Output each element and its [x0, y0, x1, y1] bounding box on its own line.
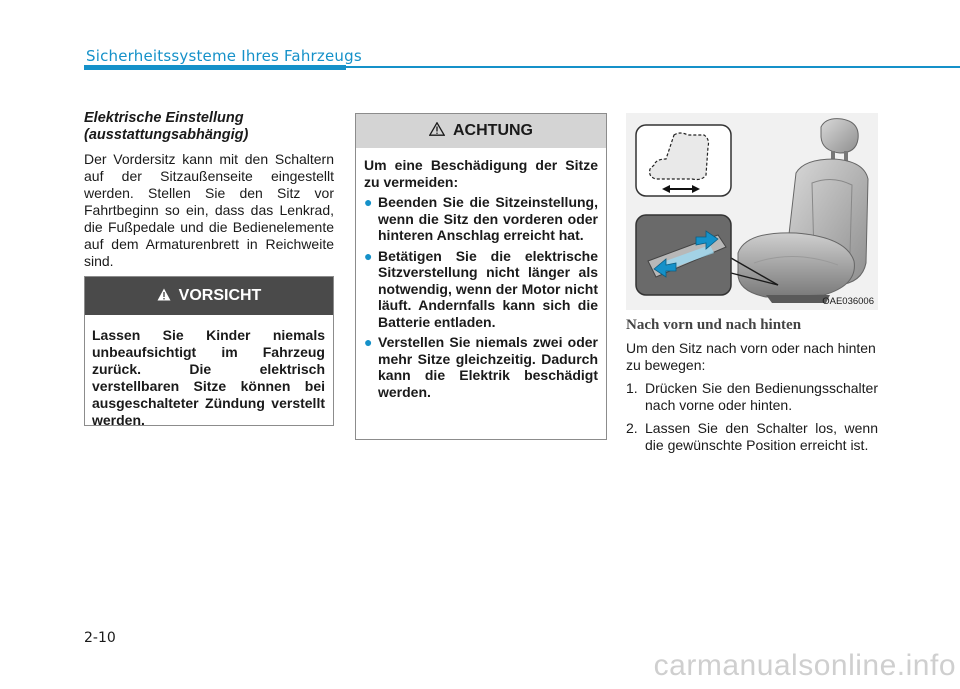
- intro-column: [84, 110, 334, 270]
- subsection-intro: Um den Sitz nach vorn oder nach hinten zu bewegen:: [626, 340, 876, 373]
- step-text: Drücken Sie den Bedienungsschalter nach vorne oder hinten.: [645, 380, 878, 413]
- achtung-header: [356, 114, 606, 148]
- vorsicht-header: [85, 277, 333, 315]
- bullet-dot-icon: ●: [364, 194, 373, 210]
- step-text: Lassen Sie den Schalter los, wenn die gewünschte Position erreicht ist.: [645, 420, 878, 453]
- bullet-dot-icon: ●: [364, 334, 373, 350]
- achtung-list: [364, 194, 598, 400]
- achtung-heading: ACHTUNG: [453, 122, 533, 139]
- seat-illustration-drawing: [626, 113, 878, 310]
- achtung-box: [355, 113, 607, 440]
- subsection-title: Nach vorn und nach hinten: [626, 317, 802, 333]
- vorsicht-body: Lassen Sie Kinder niemals unbeaufsichtigt im Fahrzeug zurück. Die elektrisch verstellbaren Sitze können bei ausgeschalteter Zündung verstellt werden.: [92, 327, 325, 428]
- section-body: Der Vordersitz kann mit den Schaltern auf der Sitzaußenseite eingestellt werden. Stellen Sie den Sitz vor Fahrtbeginn so ein, dass das Lenkrad, die Fußpedale und die Bedienelemente auf dem Armaturenbrett in Reichweite sind.: [84, 151, 334, 269]
- vorsicht-heading: VORSICHT: [178, 287, 262, 304]
- header-title: Sicherheitssysteme Ihres Fahrzeugs: [86, 47, 362, 65]
- list-item: ● Beenden Sie die Sitzeinstellung, wenn die Sitz den vorderen oder hinteren Anschlag erreicht hat.: [364, 194, 598, 243]
- watermark: carmanualsonline.info: [653, 649, 956, 682]
- steps-list: [626, 380, 878, 454]
- achtung-intro: Um eine Beschädigung der Sitze zu vermeiden:: [364, 157, 598, 190]
- warning-triangle-icon: [429, 122, 445, 140]
- page-number: 2-10: [84, 630, 116, 646]
- section-title-line2: (ausstattungsabhängig): [84, 127, 249, 143]
- figure-caption: OAE036006: [822, 296, 874, 307]
- list-item: [626, 380, 878, 414]
- vorsicht-box: [84, 276, 334, 426]
- bullet-dot-icon: ●: [364, 247, 373, 264]
- step-number: 2.: [626, 420, 638, 436]
- list-item: [626, 420, 878, 454]
- warning-triangle-icon: [157, 288, 171, 305]
- seat-illustration: [626, 113, 878, 310]
- header-rule-accent: [84, 65, 346, 70]
- section-title-line1: Elektrische Einstellung: [84, 110, 244, 126]
- instructions-column: [626, 316, 878, 460]
- achtung-body: [356, 148, 606, 400]
- step-number: 1.: [626, 380, 638, 396]
- list-item: ● Verstellen Sie niemals zwei oder mehr Sitze gleichzeitig. Dadurch kann die Elektrik beschädigt werden.: [364, 334, 598, 400]
- section-title: [84, 110, 334, 144]
- list-item: ● Betätigen Sie die elektrische Sitzverstellung nicht länger als notwendig, wenn der Motor nicht läuft. Andernfalls kann sich die Batterie entladen.: [364, 247, 598, 330]
